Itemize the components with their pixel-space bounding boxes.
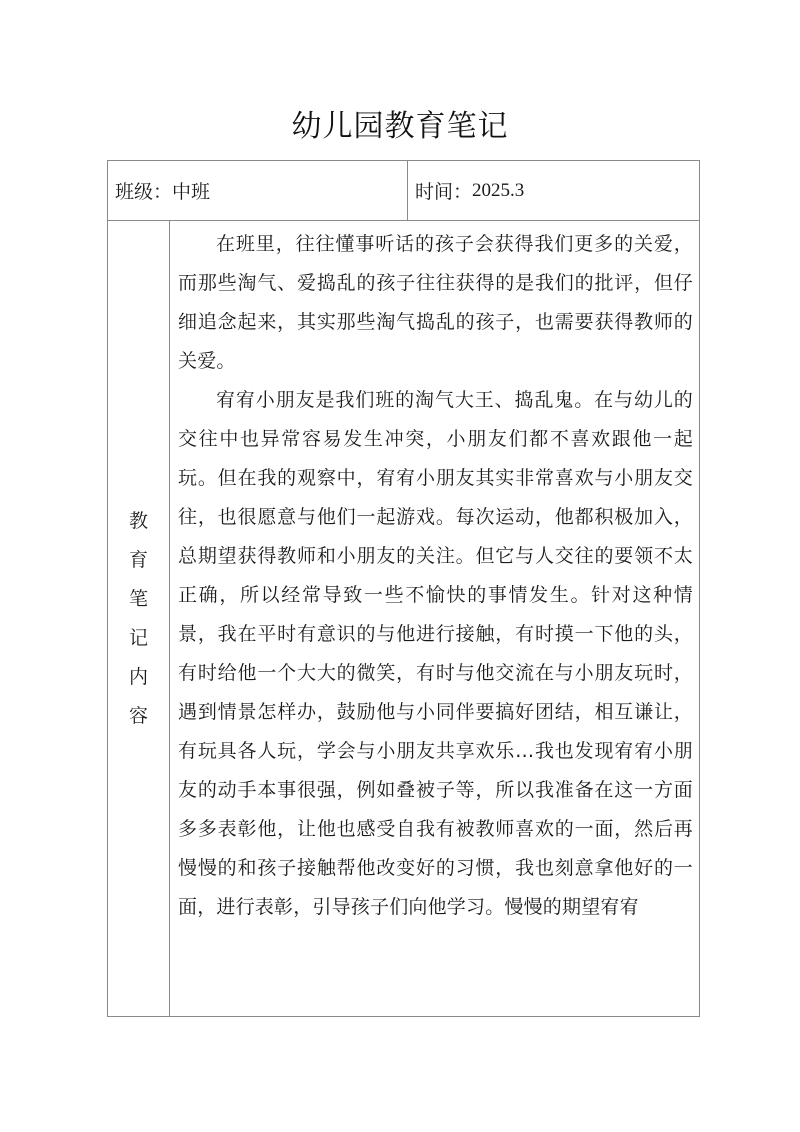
side-label-char: 容 bbox=[128, 704, 148, 727]
time-cell bbox=[408, 161, 699, 220]
time-label: 时间： bbox=[415, 181, 473, 203]
side-label-char: 教 bbox=[128, 509, 148, 532]
page-title: 幼儿园教育笔记 bbox=[291, 109, 509, 144]
time-value: 2025.3 bbox=[472, 179, 525, 201]
side-label-char: 内 bbox=[128, 665, 148, 688]
class-value: 中班 bbox=[172, 181, 211, 203]
header-row bbox=[108, 161, 699, 221]
paragraph: 在班里，往往懂事听话的孩子会获得我们更多的关爱，而那些淘气、爱捣乱的孩子往往获得的是我们的批评，但仔细追念起来，其实那些淘气捣乱的孩子，也需要获得教师的关爱。 bbox=[178, 233, 693, 372]
side-label-char: 记 bbox=[128, 626, 148, 649]
side-label-char: 笔 bbox=[128, 587, 148, 610]
paragraph: 宥宥小朋友是我们班的淘气大王、捣乱鬼。在与幼儿的交往中也异常容易发生冲突，小朋友们都不喜欢跟他一起玩。但在我的观察中，宥宥小朋友其实非常喜欢与小朋友交往，也很愿意与他们一起游戏。每次运动，他都积极加入，总期望获得教师和小朋友的关注。但它与人交往的要领不太正确，所以经常导致一些不愉快的事情发生。针对这种情景，我在平时有意识的与他进行接触，有时摸一下他的头，有时给他一个大大的微笑，有时与他交流在与小朋友玩时，遇到情景怎样办，鼓励他与小同伴要搞好团结，相互谦让，有玩具各人玩，学会与小朋友共享欢乐…我也发现宥宥小朋友的动手本事很强，例如叠被子等，所以我准备在这一方面多多表彰他，让他也感受自我有被教师喜欢的一面，然后再慢慢的和孩子接触帮他改变好的习惯，我也刻意拿他好的一面，进行表彰，引导孩子们向他学习。慢慢的期望宥宥 bbox=[178, 389, 693, 918]
content-row bbox=[108, 221, 699, 1016]
education-notes-table bbox=[107, 160, 700, 1017]
class-cell bbox=[108, 161, 408, 220]
class-label: 班级： bbox=[115, 181, 173, 203]
notes-content bbox=[170, 221, 699, 1016]
side-label-column bbox=[108, 221, 170, 1016]
side-label-char: 育 bbox=[128, 548, 148, 571]
